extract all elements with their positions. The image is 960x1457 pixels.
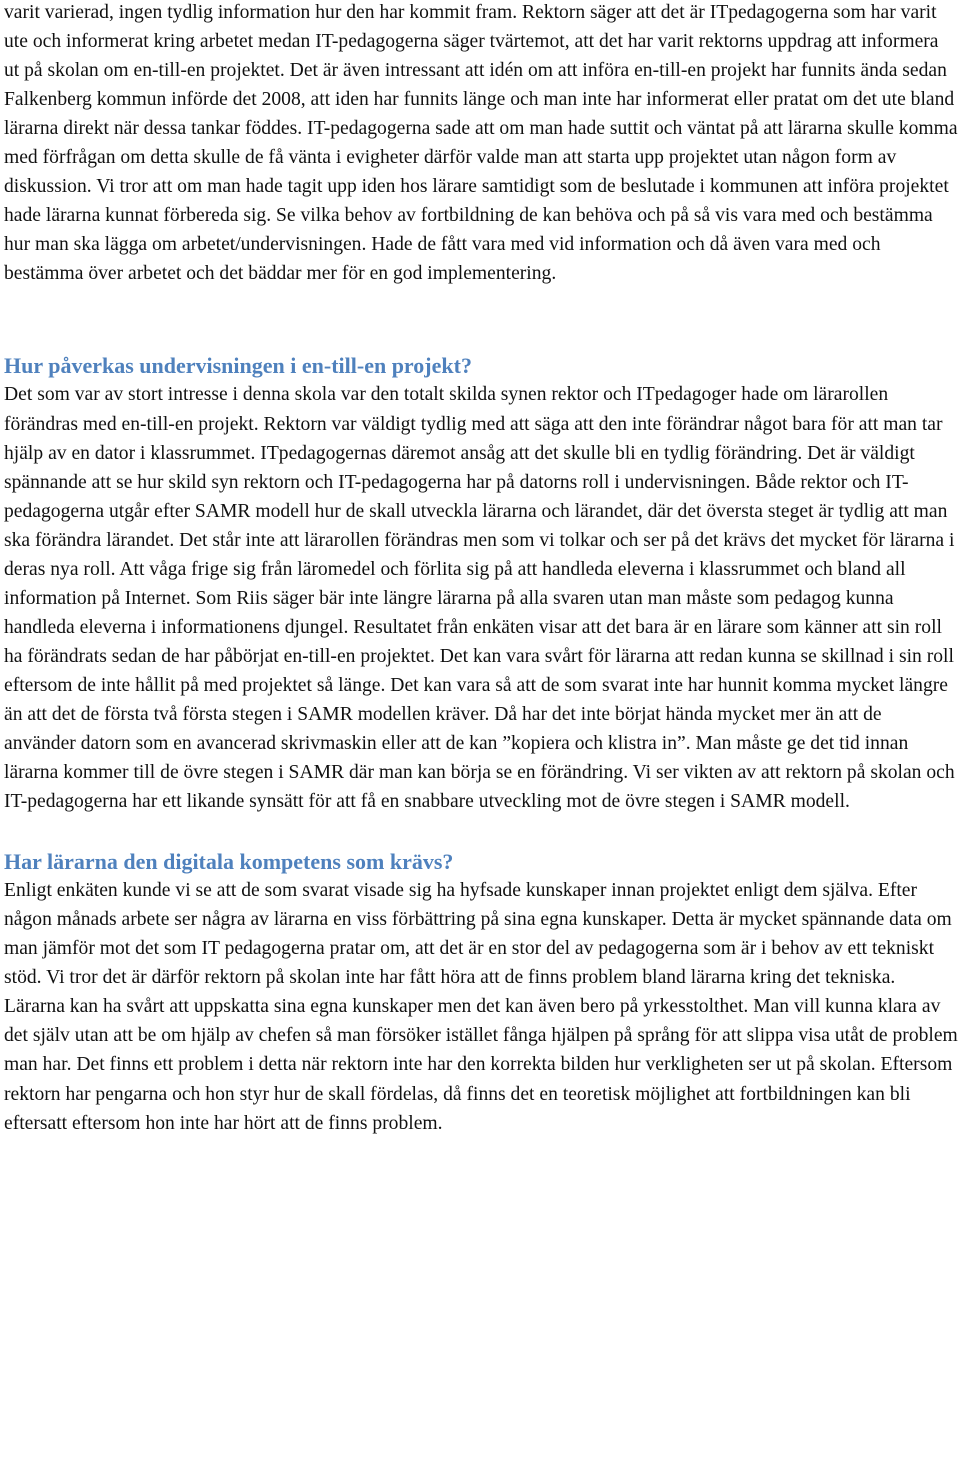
document-page bbox=[4, 0, 958, 1138]
section-paragraph-undervisning: Det som var av stort intresse i denna skola var den totalt skilda synen rektor och ITpedagoger hade om lärarollen förändras med en-till-en projekt. Rektorn var väldigt tydlig med att säga att den inte förändrar något bara för att man tar hjälp av en dator i klassrummet. ITpedagogernas däremot ansåg att det skulle bli en tydlig förändring. Det är väldigt spännande att se hur skild syn rektorn och IT-pedagogerna har på datorns roll i undervisningen. Både rektor och IT-pedagogerna utgår efter SAMR modell hur de skall utveckla lärarna och lärandet, där det översta steget är tydlig att man ska förändra lärandet. Det står inte att lärarollen förändras men som vi tolkar och ser på det krävs det mycket för lärarna i deras nya roll. Att våga frige sig från läromedel och förlita sig på att handleda eleverna i klassrummet och bland all information på Internet. Som Riis säger bär inte längre lärarna på alla svaren utan man måste som pedagog kunna handleda eleverna i informationens djungel. Resultatet från enkäten visar att det bara är en lärare som känner att sin roll ha förändrats sedan de har påbörjat en-till-en projektet. Det kan vara svårt för lärarna att redan kunna se skillnad i sin roll eftersom de inte hållit på med projektet så länge. Det kan vara så att de som svarat inte har hunnit komma mycket längre än att det de första två första stegen i SAMR modellen kräver. Då har det inte börjat hända mycket mer än att de använder datorn som en avancerad skrivmaskin eller att de kan ”kopiera och klistra in”. Man måste ge det tid innan lärarna kommer till de övre stegen i SAMR där man kan börja se en förändring. Vi ser vikten av att rektorn på skolan och IT-pedagogerna har ett likande synsätt för att få en snabbare utveckling mot de övre stegen i SAMR modell. bbox=[4, 384, 955, 813]
section-heading-undervisning: Hur påverkas undervisningen i en-till-en projekt? bbox=[4, 353, 472, 379]
intro-paragraph: varit varierad, ingen tydlig information hur den har kommit fram. Rektorn säger att det är ITpedagogerna som har varit ute och informerat kring arbetet medan IT-pedagogerna säger tvärtemot, att det har varit rektorns uppdrag att informera ut på skolan om en-till-en projektet. Det är även intressant att idén om att införa en-till-en projekt har funnits ända sedan Falkenberg kommun införde det 2008, att iden har funnits länge och man inte har informerat eller pratat om det ute bland lärarna direkt när dessa tankar föddes. IT-pedagogerna sade att om man hade suttit och väntat på att lärarna skulle komma med förfrågan om detta skulle de få vänta i evigheter därför valde man att starta upp projektet utan någon form av diskussion. Vi tror att om man hade tagit upp iden hos lärare samtidigt som de beslutade i kommunen att införa projektet hade lärarna kunnat förbereda sig. Se vilka behov av fortbildning de kan behöva och på så vis vara med och bestämma hur man ska lägga om arbetet/undervisningen. Hade de fått vara med vid information och då även vara med och bestämma över arbetet och det bäddar mer för en god implementering. bbox=[4, 2, 958, 285]
section-heading-kompetens: Har lärarna den digitala kompetens som krävs? bbox=[4, 849, 454, 875]
section-paragraph-kompetens: Enligt enkäten kunde vi se att de som svarat visade sig ha hyfsade kunskaper innan projektet enligt dem själva. Efter någon månads arbete ser några av lärarna en viss förbättring på sina egna kunskaper. Detta är mycket spännande data om man jämför mot det som IT pedagogerna pratar om, att det är en stor del av pedagogerna som är i behov av ett tekniskt stöd. Vi tror det är därför rektorn på skolan inte har fått höra att de finns problem bland lärarna kring det tekniska. Lärarna kan ha svårt att uppskatta sina egna kunskaper men det kan även bero på yrkesstolthet. Man vill kunna klara av det själv utan att be om hjälp av chefen så man försöker istället fånga hjälpen på språng för att slippa visa utåt de problem man har. Det finns ett problem i detta när rektorn inte har den korrekta bilden hur verkligheten ser ut på skolan. Eftersom rektorn har pengarna och hon styr hur de skall fördelas, då finns det en teoretisk möjlighet att fortbildningen kan bli eftersatt eftersom hon inte har hört att de finns problem. bbox=[4, 880, 958, 1134]
